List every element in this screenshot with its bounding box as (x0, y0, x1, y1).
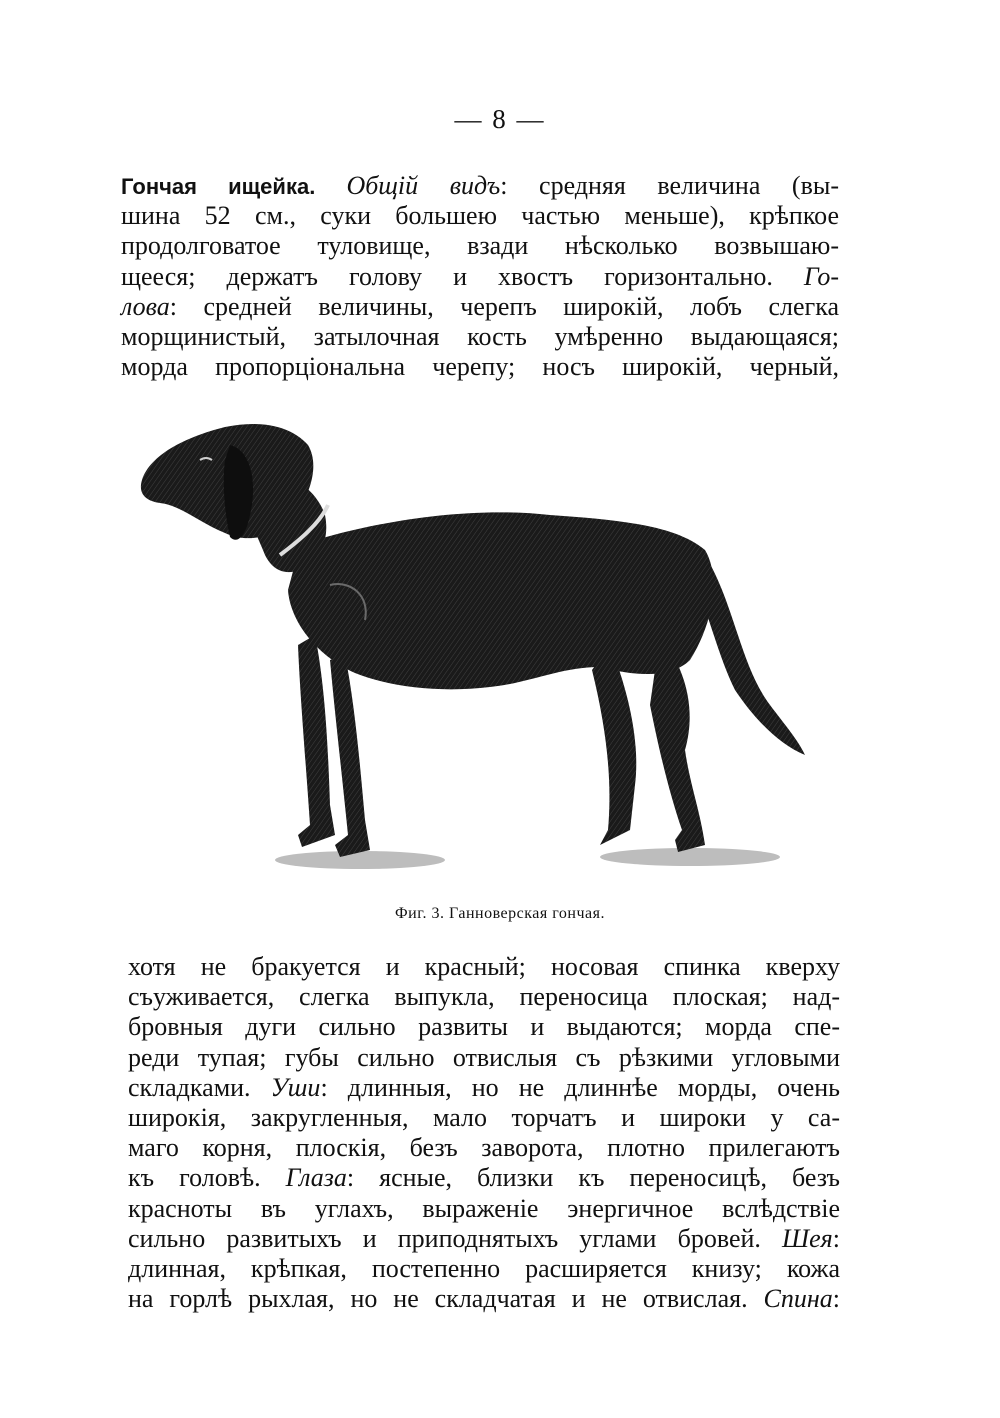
italic-term: Глаза (285, 1163, 347, 1193)
text-line (128, 952, 840, 982)
text-line (121, 231, 839, 261)
section-lead: Гончая ищейка. (121, 174, 347, 199)
text-run: морщинистый, затылочная кость умѣренно выдающаяся; (121, 321, 839, 351)
text-run: къ головѣ. (128, 1163, 286, 1193)
italic-term: Го- (803, 261, 839, 291)
dog-front-leg-right (330, 655, 370, 857)
text-line (128, 1224, 840, 1254)
dog-front-leg-left (298, 635, 335, 847)
text-line (128, 1043, 840, 1073)
text-line (121, 322, 839, 352)
text-line (128, 982, 840, 1012)
italic-term: Уши (270, 1072, 321, 1102)
figure-caption: Фиг. 3. Ганноверская гончая. (395, 905, 605, 922)
text-line (121, 352, 839, 382)
text-run: : ясные, близки къ переносицѣ, безъ (346, 1163, 841, 1193)
text-line (121, 201, 839, 231)
text-run: складками. (128, 1072, 271, 1102)
dog-hind-leg-left (592, 645, 636, 845)
dog-hind-leg-right (650, 635, 705, 852)
text-line (128, 1073, 840, 1103)
text-run: : средней величины, черепъ широкій, лобъ слегка (169, 291, 839, 321)
text-line (128, 1012, 840, 1042)
text-line (128, 1284, 840, 1314)
bottom-paragraph (128, 952, 840, 1314)
text-run: широкія, закругленныя, мало торчатъ и широки у са- (128, 1102, 840, 1132)
text-run: съуживается, слегка выпукла, переносица плоская; над- (128, 982, 840, 1012)
hound-figure (130, 405, 820, 890)
ground-shadow-front (275, 851, 445, 869)
italic-term: лова (121, 291, 170, 321)
italic-term: Шея (782, 1223, 833, 1253)
text-run: длинная, крѣпкая, постепенно расширяется книзу; кожа (128, 1253, 840, 1283)
italic-term: Общій видъ (346, 171, 501, 200)
italic-term: Спина (763, 1284, 833, 1314)
ground-shadow-back (600, 848, 780, 866)
text-run: : (832, 1284, 840, 1314)
text-run: шина 52 см., суки большею частью меньше), крѣпкое (121, 201, 839, 231)
page-number: — 8 — (454, 104, 546, 134)
top-paragraph (121, 171, 839, 382)
text-run: реди тупая; губы сильно отвислыя съ рѣзкими угловыми (128, 1042, 840, 1072)
text-line (128, 1103, 840, 1133)
text-run: на горлѣ рыхлая, но не складчатая и не отвислая. (128, 1284, 764, 1314)
text-run: красноты въ углахъ, выраженіе энергичное вслѣдствіе (128, 1193, 840, 1223)
text-run: сильно развитыхъ и приподнятыхъ углами бровей. (128, 1223, 783, 1253)
text-line (121, 171, 839, 201)
text-line (121, 292, 839, 322)
text-line (128, 1163, 840, 1193)
text-run: бровныя дуги сильно развиты и выдаются; морда спе- (128, 1012, 840, 1042)
text-line (128, 1254, 840, 1284)
text-run: : (832, 1223, 840, 1253)
text-run: морда пропорціональна черепу; носъ широкій, черный, (121, 352, 839, 382)
text-run: маго корня, плоскія, безъ заворота, плотно прилегаютъ (128, 1133, 840, 1163)
text-run: : средняя величина (вы- (500, 171, 839, 200)
text-line (128, 1194, 840, 1224)
text-line (128, 1133, 840, 1163)
dog-body (288, 512, 713, 689)
text-run: щееся; держатъ голову и хвостъ горизонтально. (121, 261, 804, 291)
text-run: : длинныя, но не длиннѣе морды, очень (320, 1072, 841, 1102)
text-run: продолговатое туловище, взади нѣсколько возвышаю- (121, 231, 839, 261)
text-run: хотя не бракуется и красный; носовая спинка кверху (128, 952, 840, 981)
text-line (121, 262, 839, 292)
